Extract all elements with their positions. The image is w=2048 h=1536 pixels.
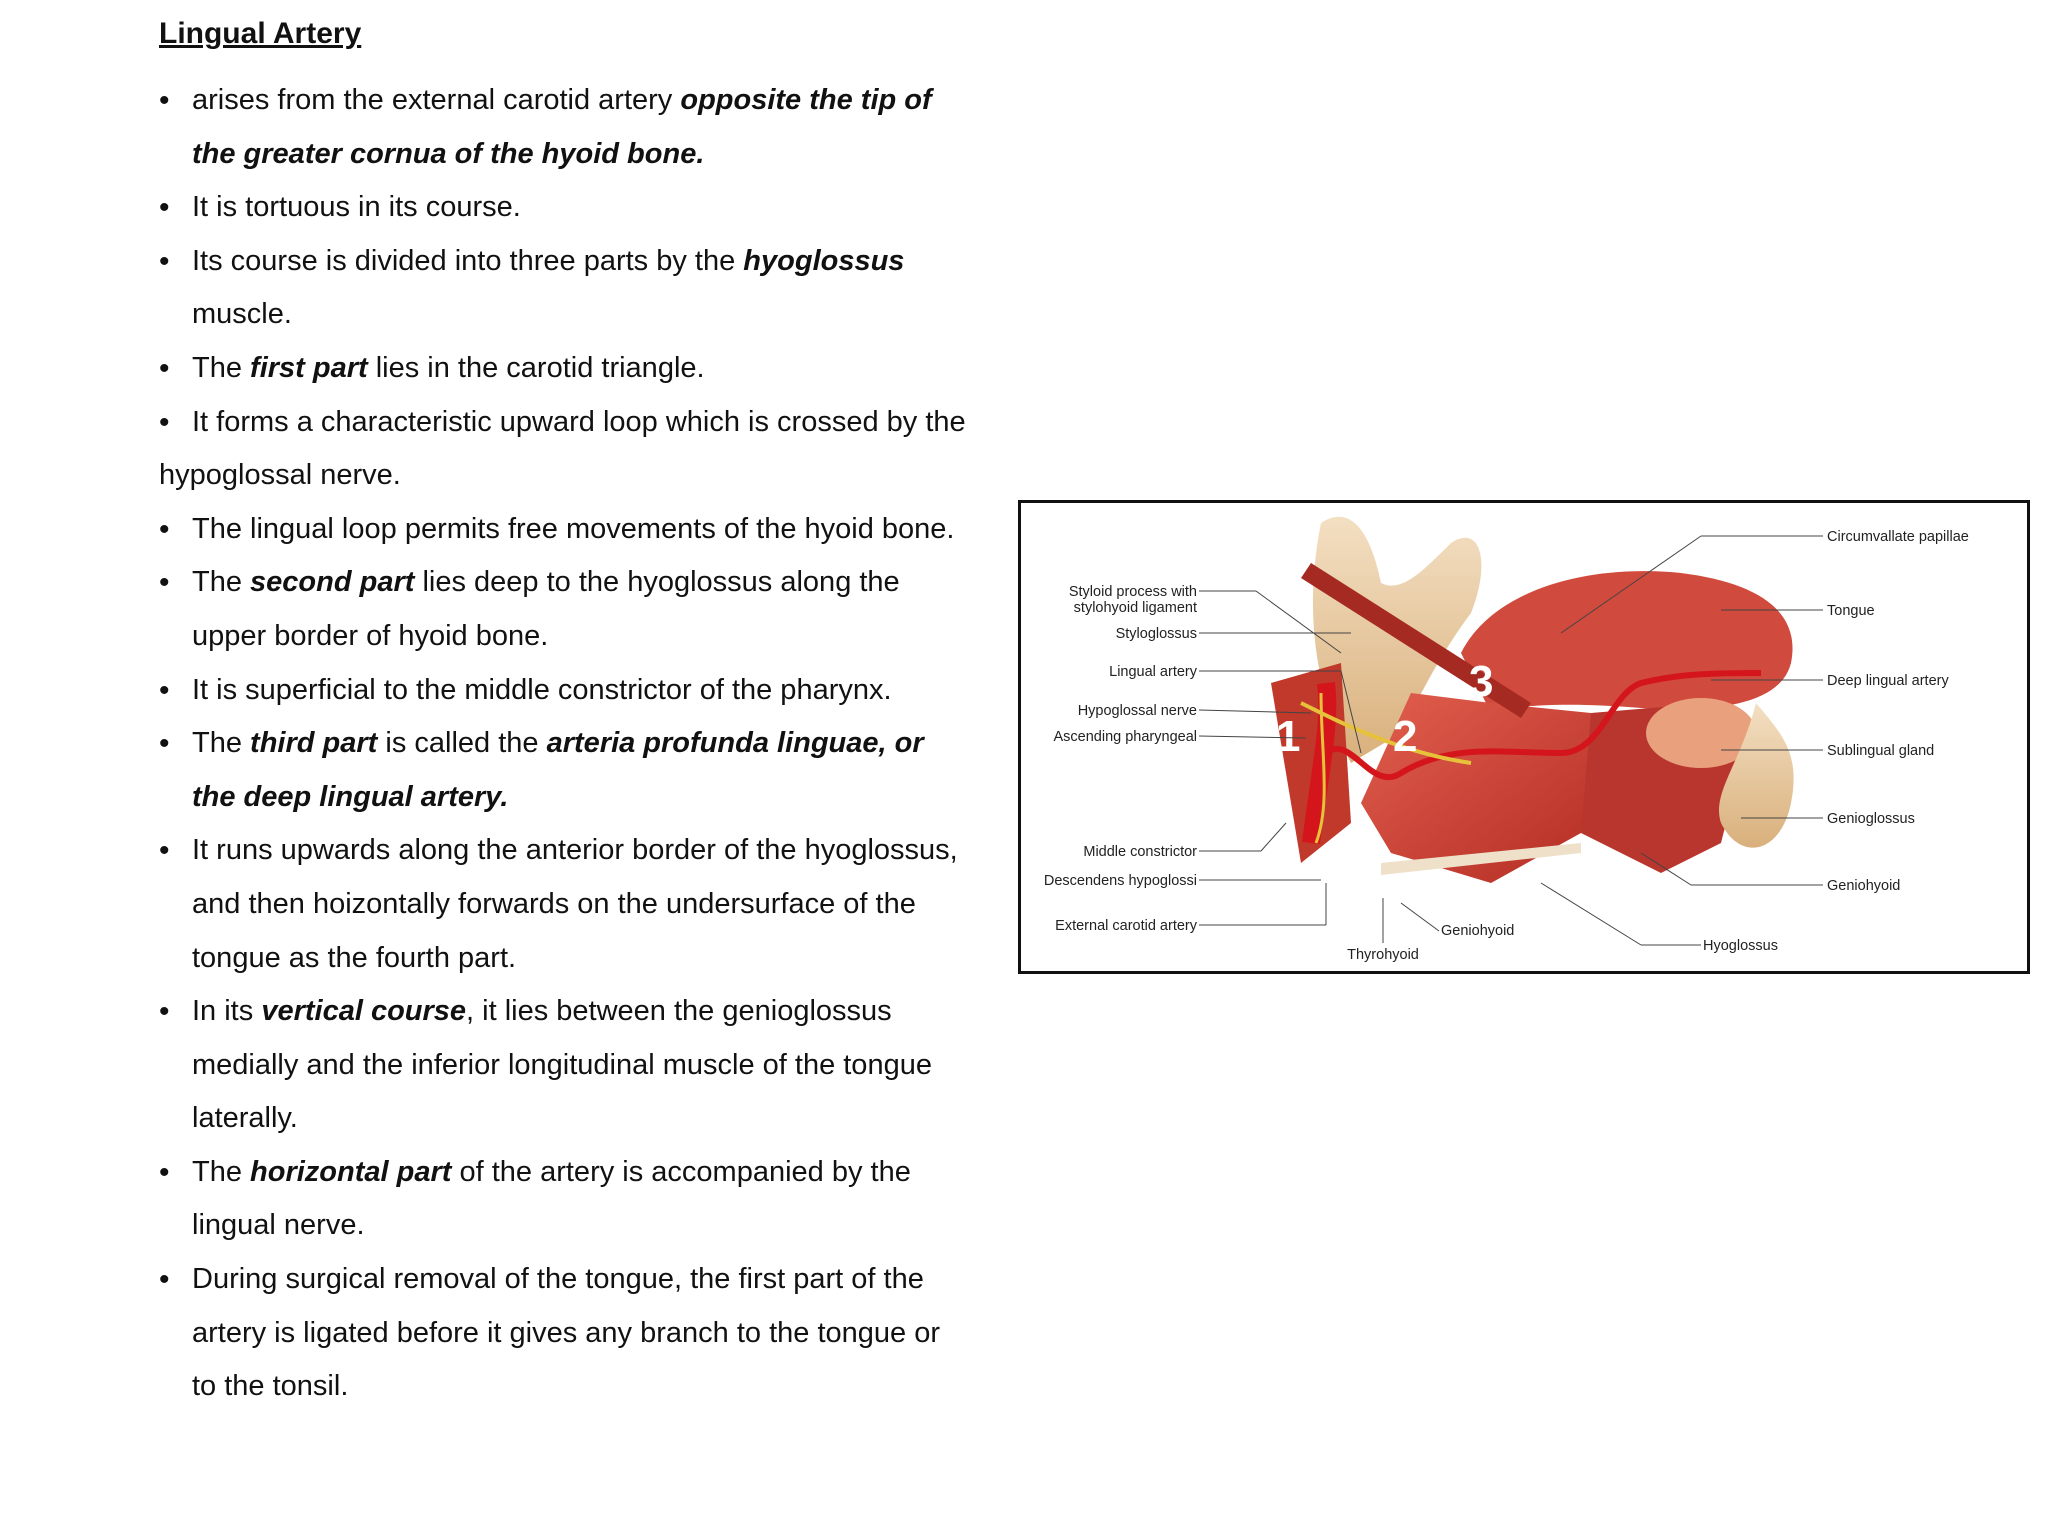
part-number-1: 1 (1276, 712, 1301, 761)
bullet-item (159, 181, 1009, 235)
bullet-line (192, 84, 932, 116)
label-descendens-hypoglossi: Descendens hypoglossi (1043, 873, 1197, 889)
label-genioglossus: Genioglossus (1827, 811, 1915, 827)
emphasis (192, 781, 508, 813)
text-run: lingual nerve. (192, 1209, 365, 1242)
label-styloid-process: Styloid process with (1068, 584, 1197, 600)
emphasis-text: the greater cornua of the hyoid bone. (192, 137, 705, 170)
anatomy-figure (1018, 500, 2030, 974)
text-run: to the tonsil. (192, 1370, 349, 1403)
text-run: upper border of hyoid bone. (192, 619, 549, 652)
label-sublingual-gland: Sublingual gland (1827, 743, 1935, 759)
bullet-continuation-flush (159, 449, 1009, 503)
bullet-item (159, 396, 1009, 503)
text-run: In its (192, 995, 262, 1028)
bullet-line (192, 566, 900, 598)
bullet-item (159, 556, 1009, 663)
text-run: of the artery is accompanied by the (451, 1155, 911, 1188)
label-styloglossus: Styloglossus (1115, 626, 1197, 642)
emphasis-text: second part (250, 566, 415, 599)
text-run: is called the (377, 727, 547, 760)
text-run: The (192, 727, 251, 760)
bullet-continuation (192, 288, 1009, 342)
bullet-item (159, 342, 1009, 396)
bullet-item (159, 74, 1009, 181)
text-run: The (192, 566, 251, 599)
bullet-line (192, 352, 705, 384)
bullet-list (159, 74, 1009, 1414)
bullet-continuation (192, 1360, 1009, 1414)
emphasis-text: arteria profunda linguae, or (546, 727, 924, 760)
bullet-continuation (192, 771, 1009, 825)
section-title: Lingual Artery (159, 17, 362, 50)
bullet-item (159, 985, 1009, 1146)
bullet-item (159, 1253, 1009, 1414)
emphasis (680, 84, 931, 116)
emphasis-text: first part (250, 351, 368, 384)
text-run: The (192, 351, 251, 384)
text-run: tongue as the fourth part. (192, 941, 517, 974)
label-geniohyoid-right: Geniohyoid (1827, 878, 1901, 894)
emphasis (250, 352, 368, 384)
label-geniohyoid-bottom: Geniohyoid (1441, 923, 1515, 939)
emphasis (250, 727, 377, 759)
label-middle-constrictor: Middle constrictor (1083, 844, 1197, 860)
bullet-line (192, 406, 966, 438)
bullet-continuation (192, 1039, 1009, 1093)
bullet-continuation (192, 1092, 1009, 1146)
text-run: , it lies between the genioglossus (466, 995, 892, 1028)
label-circumvallate-papillae: Circumvallate papillae (1827, 529, 1969, 545)
label-hypoglossal-nerve: Hypoglossal nerve (1077, 703, 1197, 719)
emphasis (250, 1156, 451, 1188)
emphasis (261, 995, 466, 1027)
bullet-continuation (192, 128, 1009, 182)
text-run: muscle. (192, 298, 292, 331)
bullet-continuation (192, 1199, 1009, 1253)
text-run: The lingual loop permits free movements of the hyoid bone. (192, 512, 955, 545)
emphasis (250, 566, 414, 598)
bullet-item (159, 1146, 1009, 1253)
bullet-line (192, 245, 904, 277)
emphasis-text: horizontal part (250, 1155, 452, 1188)
text-run: The (192, 1155, 251, 1188)
emphasis-text: the deep lingual artery. (192, 780, 509, 813)
label-external-carotid-artery: External carotid artery (1055, 918, 1197, 934)
emphasis-text: third part (250, 727, 378, 760)
text-run: artery is ligated before it gives any branch to the tongue or (192, 1316, 940, 1349)
label-tongue: Tongue (1827, 603, 1875, 619)
bullet-continuation (192, 932, 1009, 986)
emphasis (743, 245, 904, 277)
bullet-continuation (192, 1307, 1009, 1361)
bullet-line (192, 834, 958, 866)
text-run: arises from the external carotid artery (192, 84, 681, 116)
text-run: lies in the carotid triangle. (367, 351, 705, 384)
text-run: Its course is divided into three parts by the (192, 244, 744, 277)
bullet-line (192, 513, 954, 545)
bullet-line (192, 1156, 911, 1188)
emphasis-text: opposite the tip of (680, 84, 932, 116)
emphasis (192, 138, 704, 170)
label-ascending-pharyngeal: Ascending pharyngeal (1053, 729, 1197, 745)
bullet-continuation (192, 610, 1009, 664)
bullet-line (192, 727, 924, 759)
part-number-3: 3 (1469, 657, 1494, 706)
document-body (159, 14, 1009, 1414)
text-run: It forms a characteristic upward loop which is crossed by the (192, 405, 966, 438)
text-run: lies deep to the hyoglossus along the (414, 566, 900, 599)
bullet-item (159, 235, 1009, 342)
bullet-continuation (192, 878, 1009, 932)
text-run: It is tortuous in its course. (192, 191, 521, 224)
label-thyrohyoid: Thyrohyoid (1347, 947, 1419, 963)
bullet-line (192, 674, 892, 706)
bullet-item (159, 824, 1009, 985)
bullet-item (159, 717, 1009, 824)
bullet-item (159, 664, 1009, 718)
text-run: hypoglossal nerve. (159, 459, 401, 492)
text-run: medially and the inferior longitudinal muscle of the tongue (192, 1048, 932, 1081)
emphasis (547, 727, 924, 759)
label-deep-lingual-artery: Deep lingual artery (1827, 673, 1949, 689)
text-run: It is superficial to the middle constrictor of the pharynx. (192, 673, 892, 706)
text-run: and then hoizontally forwards on the undersurface of the (192, 887, 916, 920)
text-run: It runs upwards along the anterior border of the hyoglossus, (192, 834, 958, 867)
bullet-line (192, 995, 892, 1027)
bullet-item (159, 503, 1009, 557)
bullet-line (192, 191, 521, 223)
label-lingual-artery: Lingual artery (1109, 664, 1197, 680)
text-run: During surgical removal of the tongue, the first part of the (192, 1263, 924, 1296)
bullet-line (192, 1263, 924, 1295)
emphasis-text: vertical course (261, 995, 467, 1028)
emphasis-text: hyoglossus (743, 244, 905, 277)
label-stylohyoid-ligament: stylohyoid ligament (1073, 600, 1197, 616)
label-hyoglossus: Hyoglossus (1703, 938, 1778, 954)
part-number-2: 2 (1393, 712, 1418, 761)
lingual-artery-diagram (1021, 503, 2027, 971)
text-run: laterally. (192, 1102, 298, 1135)
